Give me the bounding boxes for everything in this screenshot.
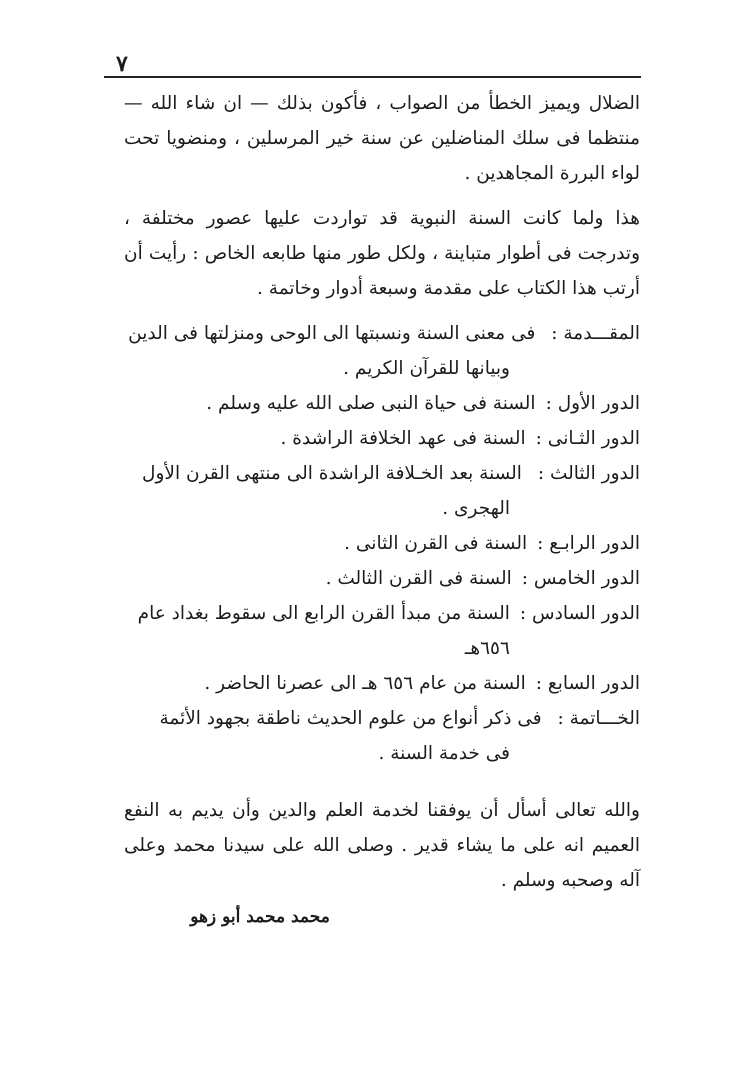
outline-description-continued: الهجرى . bbox=[442, 498, 510, 519]
outline-description: السنة فى عهد الخلافة الراشدة . bbox=[280, 428, 526, 449]
outline-item-period-2 bbox=[124, 421, 640, 456]
outline-description-continued: وبيانها للقرآن الكريم . bbox=[343, 358, 510, 379]
outline-item-period-4 bbox=[124, 526, 640, 561]
outline-description: السنة بعد الخـلافة الراشدة الى منتهى القرن الأول bbox=[142, 463, 522, 484]
outline-description: فى ذكر أنواع من علوم الحديث ناطقة بجهود الأئمة bbox=[159, 708, 542, 729]
outline-item-period-3 bbox=[124, 456, 640, 526]
outline-label: الدور الثـانى : bbox=[535, 428, 640, 449]
outline-label: الدور الأول : bbox=[545, 393, 640, 414]
outline-description: السنة فى القرن الثانى . bbox=[344, 533, 528, 554]
outline-description-continued: فى خدمة السنة . bbox=[378, 743, 510, 764]
paragraph-closing-prayer: والله تعالى أسأل أن يوفقنا لخدمة العلم والدين وأن يديم به النفع العميم انه على ما يشاء قدير . وصلى الله على سيدنا محمد وعلى آله وصحبه وسلم . bbox=[124, 800, 640, 891]
paragraph-intro: الضلال ويميز الخطأ من الصواب ، فأكون بذلك — ان شاء الله — منتظما فى سلك المناضلين عن سنة خير المرسلين ، ومنضويا تحت لواء البررة المجاهدين . bbox=[124, 93, 640, 184]
outline-item-introduction bbox=[124, 316, 640, 386]
outline-description: فى معنى السنة ونسبتها الى الوحى ومنزلتها فى الدين bbox=[128, 323, 536, 344]
author-signature: محمد محمد أبو زهو bbox=[190, 907, 330, 927]
outline-description: السنة فى حياة النبى صلى الله عليه وسلم . bbox=[206, 393, 536, 414]
outline-label: المقـــدمة : bbox=[551, 323, 640, 344]
outline-label: الدور السابع : bbox=[535, 673, 640, 694]
outline-item-period-7 bbox=[124, 666, 640, 701]
outline-description: السنة من مبدأ القرن الرابع الى سقوط بغداد عام ٦٥٦هـ bbox=[137, 603, 510, 659]
outline-label: الدور السادس : bbox=[519, 603, 640, 624]
outline-item-period-5 bbox=[124, 561, 640, 596]
outline-item-period-1 bbox=[124, 386, 640, 421]
outline-label: الدور الثالث : bbox=[537, 463, 640, 484]
outline-label: الدور الخامس : bbox=[521, 568, 640, 589]
outline-description: السنة من عام ٦٥٦ هـ الى عصرنا الحاضر . bbox=[204, 673, 526, 694]
outline-label: الدور الرابـع : bbox=[537, 533, 640, 554]
page-number: ٧ bbox=[116, 51, 128, 77]
header-rule bbox=[104, 76, 641, 78]
outline-item-conclusion bbox=[124, 701, 640, 771]
book-outline bbox=[124, 316, 640, 771]
page-header bbox=[104, 52, 641, 78]
outline-description: السنة فى القرن الثالث . bbox=[325, 568, 512, 589]
page-body bbox=[124, 86, 640, 898]
outline-label: الخـــاتمة : bbox=[557, 708, 640, 729]
outline-item-period-6 bbox=[124, 596, 640, 666]
paragraph-plan: هذا ولما كانت السنة النبوية قد تواردت عليها عصور مختلفة ، وتدرجت فى أطوار متباينة ، ولكل طور منها طابعه الخاص : رأيت أن أرتب هذا الكتاب على مقدمة وسبعة أدوار وخاتمة . bbox=[124, 208, 640, 299]
